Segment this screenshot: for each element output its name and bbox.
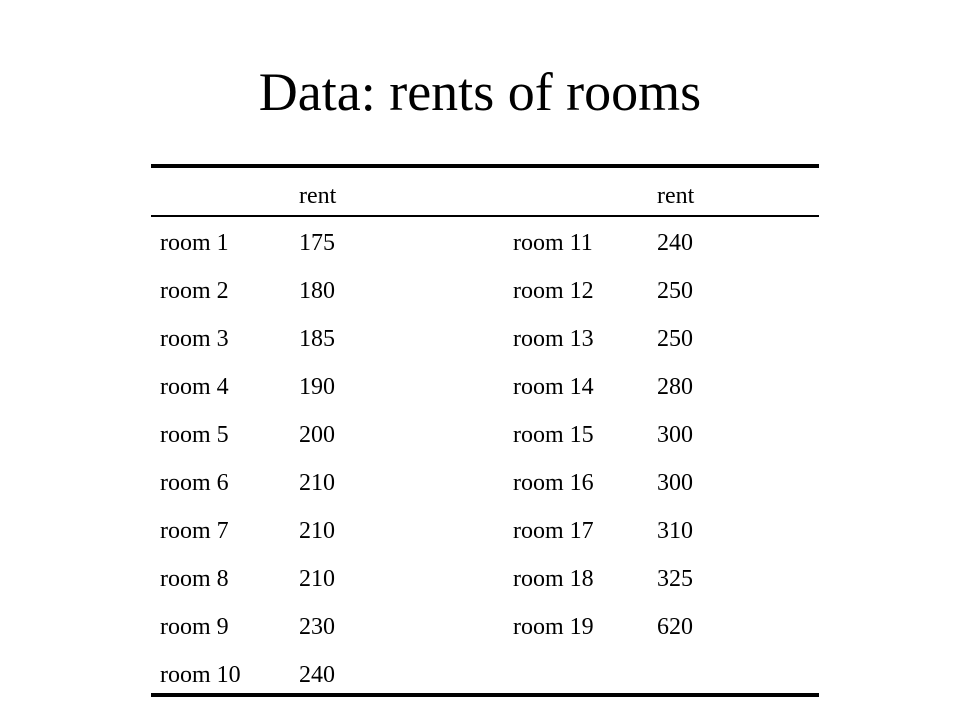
- table-cell-room: room 19: [513, 614, 594, 640]
- table-cell-rent: 200: [299, 422, 335, 448]
- table-cell-room: room 11: [513, 230, 593, 256]
- table-cell-rent: 300: [657, 422, 693, 448]
- table-cell-room: room 7: [160, 518, 229, 544]
- table-cell-rent: 250: [657, 326, 693, 352]
- table-cell-room: room 3: [160, 326, 229, 352]
- table-cell-rent: 210: [299, 566, 335, 592]
- table-cell-room: room 13: [513, 326, 594, 352]
- table-cell-room: room 16: [513, 470, 594, 496]
- table-cell-rent: 210: [299, 518, 335, 544]
- table-cell-room: room 8: [160, 566, 229, 592]
- table-cell-rent: 190: [299, 374, 335, 400]
- table-cell-rent: 230: [299, 614, 335, 640]
- table-bottom-rule: [151, 693, 819, 697]
- table-cell-rent: 280: [657, 374, 693, 400]
- table-cell-room: room 6: [160, 470, 229, 496]
- table-cell-room: room 14: [513, 374, 594, 400]
- table-cell-room: room 15: [513, 422, 594, 448]
- table-top-rule: [151, 164, 819, 168]
- table-cell-rent: 300: [657, 470, 693, 496]
- table-cell-room: room 5: [160, 422, 229, 448]
- table-cell-room: room 10: [160, 662, 241, 688]
- slide-title: Data: rents of rooms: [258, 62, 702, 122]
- table-cell-room: room 2: [160, 278, 229, 304]
- table-cell-room: room 17: [513, 518, 594, 544]
- header-rent-left: rent: [299, 183, 337, 209]
- table-cell-rent: 240: [299, 662, 335, 688]
- table-cell-room: room 18: [513, 566, 594, 592]
- table-cell-room: room 12: [513, 278, 594, 304]
- table-cell-rent: 210: [299, 470, 335, 496]
- header-rent-right: rent: [657, 183, 695, 209]
- table-header-rule: [151, 215, 819, 217]
- table-cell-rent: 620: [657, 614, 693, 640]
- table-cell-rent: 240: [657, 230, 693, 256]
- table-cell-rent: 325: [657, 566, 693, 592]
- table-cell-rent: 185: [299, 326, 335, 352]
- table-cell-room: room 9: [160, 614, 229, 640]
- table-cell-rent: 250: [657, 278, 693, 304]
- table-cell-rent: 175: [299, 230, 335, 256]
- table-cell-rent: 180: [299, 278, 335, 304]
- table-cell-rent: 310: [657, 518, 693, 544]
- table-cell-room: room 4: [160, 374, 229, 400]
- table-cell-room: room 1: [160, 230, 229, 256]
